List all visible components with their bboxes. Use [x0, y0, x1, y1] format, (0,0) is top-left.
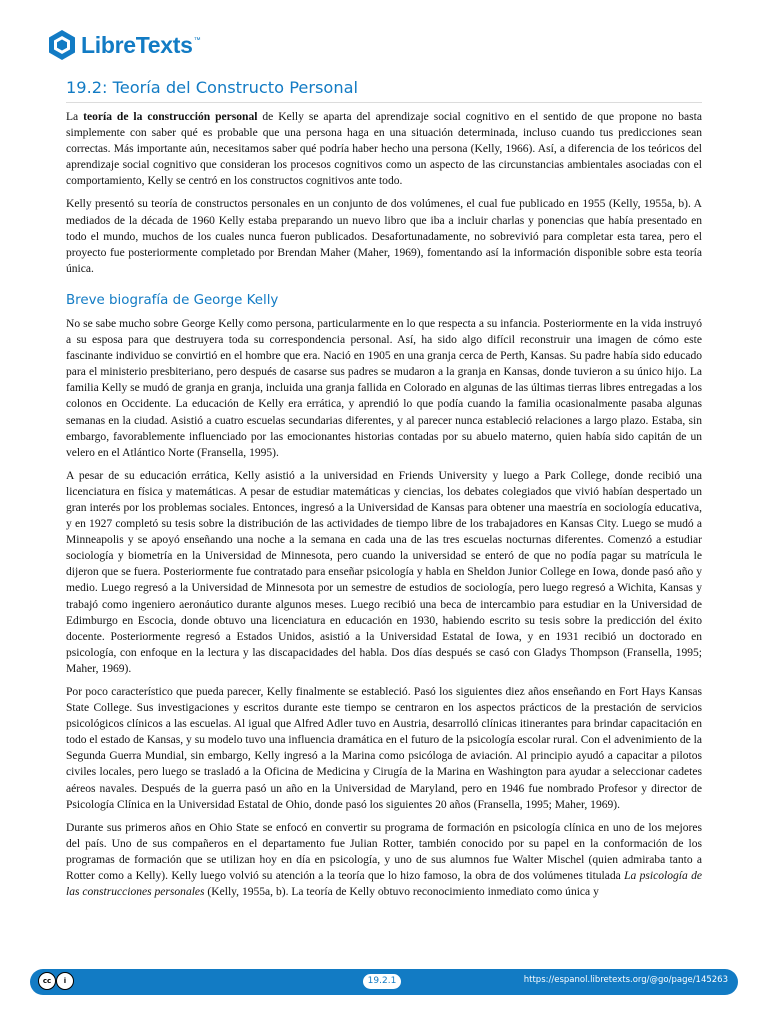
paragraph-1 — [66, 109, 702, 189]
paragraph-3: No se sabe mucho sobre George Kelly como persona, particularmente en lo que respecta a su infancia. Posteriormente en la vida instruyó a su esposa para que destruyera toda su correspondencia personal. Así, ha sido algo difícil reconstruir una imagen de cómo este fascinante individuo se convirtió en el hombre que era. Nació en 1905 en una granja cerca de Perth, Kansas. Su padre había sido educado para el ministerio presbiteriano, pero después de casarse sus padres se mudaron a la granja en Kansas, donde tuvieron a su único hijo. La familia Kelly se mudó de granja en granja, incluida una granja fallida en Colorado en algunas de las últimas tierras libres entregadas a los colonos en Occidente. La educación de Kelly era errática, y aprendió lo que podía cuando la familia ocasionalmente pasaba algunas semanas en la ciudad. Asistió a cuatro escuelas secundarias diferentes, y al parecer nunca estableció relaciones a largo plazo. Estaba, sin embargo, favorablemente influenciado por las emocionantes historias contadas por su abuelo materno, quien había sido capitán de un velero en el Atlántico Norte (Fransella, 1995). — [66, 317, 702, 459]
paragraph-6 — [66, 820, 702, 900]
page-number: 19.2.1 — [363, 974, 401, 989]
paragraph-6-book-title: La psicología de las construcciones personales — [66, 870, 702, 899]
cc-icon: cc — [38, 972, 56, 990]
paragraph-4: A pesar de su educación errática, Kelly asistió a la universidad en Friends University y luego a Park College, donde recibió una licenciatura en física y matemáticas. A pesar de estudiar matemáticas y ciencias, los debates colegiados que vivió habían despertado un gran interés por los problemas sociales. Entonces, ingresó a la Universidad de Kansas para obtener una maestría en sociología educativa, y en 1927 completó su tesis sobre la distribución de las actividades de tiempo libre de los trabajadores en Kansas City. Luego se mudó a Minneapolis y se apoyó enseñando una noche a la semana en cada una de las tres escuelas nocturnas diferentes. Comenzó a estudiar sociología y biometría en la Universidad de Minnesota, pero cuando la universidad se enteró de que no podía pagar su matrícula le dijeron que se fuera. Posteriormente fue contratado para enseñar psicología y habla en Sheldon Junior College en Iowa, donde pasó año y medio. Luego regresó a la Universidad de Minnesota por un semestre de estudios de sociología, pero luego regresó a Wichita, Kansas y trabajó como ingeniero aeronáutico durante algunos meses. Luego recibió una beca de intercambio para estudiar en la Universidad de Edimburgo en Escocia, donde obtuvo una licenciatura en educación en 1930, habiendo escrito su tesis sobre la predicción del éxito docente. Posteriormente regresó a Estados Unidos, asistió a la Universidad Estatal de Iowa, y en 1931 recibió un doctorado en psicología, con enfoque en la lectura y las discapacidades del habla. Dos días después se casó con Gladys Thompson (Fransella, 1995; Maher, 1969). — [66, 469, 702, 675]
page-footer — [30, 969, 738, 995]
page-url-link[interactable]: https://espanol.libretexts.org/@go/page/145263 — [523, 975, 728, 985]
paragraph-2: Kelly presentó su teoría de constructos personales en un conjunto de dos volúmenes, el cual fue publicado en 1955 (Kelly, 1955a, b). A mediados de la década de 1960 Kelly estaba preparando un nuevo libro que iba a incluir charlas y ponencias que había presentado en todo el mundo, muchos de los cuales nunca fueron publicados. Desafortunadamente, no sobrevivió para completar esta tarea, pero el proyecto fue posteriormente completado por Brendan Maher (Maher, 1969), fomentando así la información disponible sobre esta teoría única. — [66, 198, 702, 275]
paragraph-6-post: (Kelly, 1955a, b). La teoría de Kelly obtuvo reconocimiento inmediato como única y — [204, 886, 599, 899]
page-title: 19.2: Teoría del Constructo Personal — [66, 76, 702, 103]
paragraph-6-pre: Durante sus primeros años en Ohio State se enfocó en convertir su programa de formación en psicología clínica en uno de los mejores del país. Uno de sus compañeros en el departamento fue Julian Rotter, también conocido por su papel en la conformación de los programas de formación que se utilizan hoy en día en psicología, y uno de sus alumnos fue Walter Mischel (quien admiraba tanto a Rotter como a Kelly). Kelly luego volvió su atención a la teoría que lo hizo famoso, la obra de dos volúmenes titulada — [66, 821, 702, 883]
paragraph-1-pre: La — [66, 111, 84, 123]
license-badge[interactable] — [38, 972, 74, 990]
paragraph-5: Por poco característico que pueda parecer, Kelly finalmente se estableció. Pasó los siguientes diez años enseñando en Fort Hays Kansas State College. Sus investigaciones y escritos durante este tiempo se centraron en los aspectos prácticos de la prestación de servicios psicológicos clínicos a las escuelas. Al igual que Alfred Adler tuvo en Austria, desarrolló clínicas itinerantes para brindar capacitación en todo el estado de Kansas, y su modelo tuvo una influencia dramática en el futuro de la psicología escolar rural. Con el advenimiento de la Segunda Guerra Mundial, sin embargo, Kelly ingresó a la Marina como psicóloga de aviación. Al principio ayudó a capacitar a pilotos civiles locales, pero luego se trasladó a la Oficina de Medicina y Cirugía de la Marina en Washington para ayudar a seleccionar cadetes aéreos navales. Después de la guerra pasó un año en la Universidad de Maryland, pero en 1946 fue nombrado Profesor y director de Psicología Clínica en la Universidad Estatal de Ohio, donde pasó los siguientes 20 años (Fransella, 1995; Maher, 1969). — [66, 686, 702, 811]
site-header — [47, 27, 201, 63]
article-body — [66, 76, 702, 907]
paragraph-1-post: de Kelly se aparta del aprendizaje social cognitivo en el sentido de que propone no basta simplemente con saber qué es probable que una persona haga en una situación determinada, incluso cuando tus predicciones sean correctas. Más importante aún, necesitamos saber qué podría haber hecho una persona (Kelly, 1966). Así, a diferencia de los teóricos del aprendizaje social cognitivo que consideran los procesos cognitivos como un aspecto de las circunstancias ambientales asociadas con el comportamiento, Kelly se centró en los constructos cognitivos ante todo. — [66, 111, 702, 188]
section-title: Breve biografía de George Kelly — [66, 292, 279, 308]
logo-text: LibreTexts — [81, 31, 193, 58]
paragraph-1-bold-term: teoría de la construcción personal — [83, 111, 258, 123]
logo-trademark: ™ — [193, 37, 201, 44]
by-icon: i — [56, 972, 74, 990]
libretexts-hex-icon — [47, 29, 77, 61]
